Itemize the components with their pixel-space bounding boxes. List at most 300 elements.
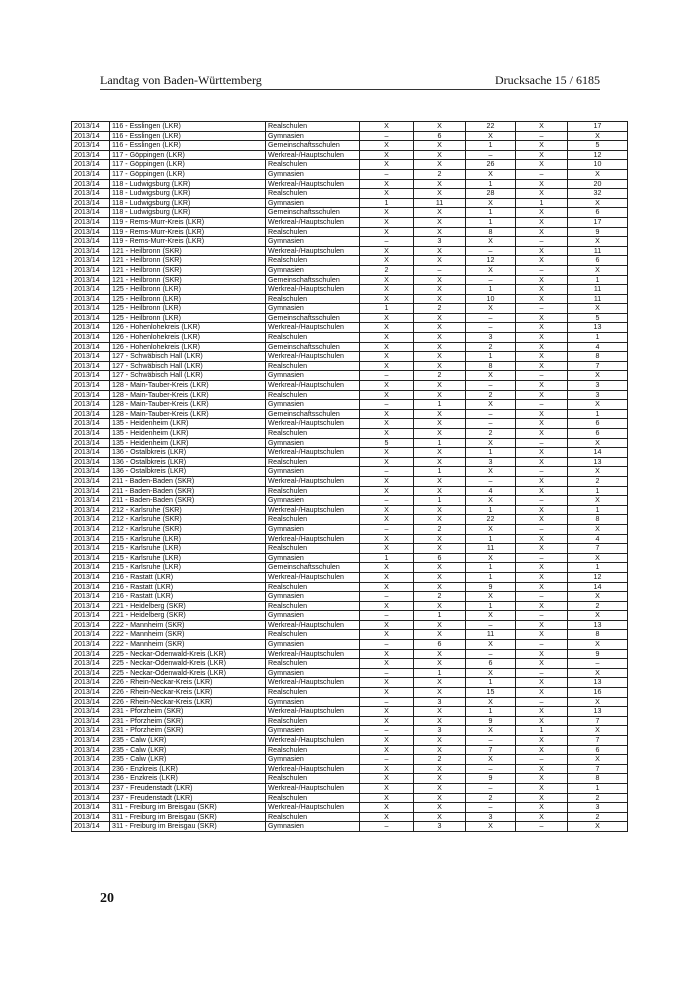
table-row — [72, 822, 628, 832]
value-cell-2: X — [414, 333, 466, 343]
value-cell-4: X — [516, 476, 568, 486]
value-cell-3: 26 — [466, 160, 516, 170]
value-cell-1: X — [360, 544, 414, 554]
table-row — [72, 793, 628, 803]
district-cell: 225 - Neckar-Odenwald-Kreis (LKR) — [110, 649, 266, 659]
value-cell-3: 9 — [466, 774, 516, 784]
school-year-cell: 2013/14 — [72, 582, 110, 592]
school-year-cell: 2013/14 — [72, 783, 110, 793]
table-row — [72, 457, 628, 467]
school-year-cell: 2013/14 — [72, 342, 110, 352]
district-cell: 127 - Schwäbisch Hall (LKR) — [110, 361, 266, 371]
value-cell-4: 1 — [516, 726, 568, 736]
value-cell-1: X — [360, 179, 414, 189]
value-cell-2: X — [414, 390, 466, 400]
value-cell-5: X — [568, 822, 628, 832]
value-cell-2: X — [414, 294, 466, 304]
district-cell: 119 - Rems-Murr-Kreis (LKR) — [110, 237, 266, 247]
value-cell-2: X — [414, 582, 466, 592]
value-cell-2: X — [414, 774, 466, 784]
school-year-cell: 2013/14 — [72, 313, 110, 323]
value-cell-5: 2 — [568, 793, 628, 803]
school-type-cell: Realschulen — [266, 812, 360, 822]
table-row — [72, 313, 628, 323]
value-cell-2: X — [414, 448, 466, 458]
value-cell-2: 1 — [414, 611, 466, 621]
school-type-cell: Gemeinschaftsschulen — [266, 141, 360, 151]
value-cell-2: X — [414, 313, 466, 323]
district-cell: 216 - Rastatt (LKR) — [110, 582, 266, 592]
value-cell-1: X — [360, 390, 414, 400]
value-cell-2: X — [414, 783, 466, 793]
value-cell-3: X — [466, 371, 516, 381]
value-cell-4: X — [516, 390, 568, 400]
table-row — [72, 429, 628, 439]
value-cell-3: X — [466, 611, 516, 621]
value-cell-4: X — [516, 764, 568, 774]
value-cell-1: 1 — [360, 304, 414, 314]
district-cell: 126 - Hohenlohekreis (LKR) — [110, 323, 266, 333]
table-row — [72, 764, 628, 774]
value-cell-3: X — [466, 592, 516, 602]
value-cell-4: – — [516, 496, 568, 506]
district-cell: 118 - Ludwigsburg (LKR) — [110, 198, 266, 208]
value-cell-2: 1 — [414, 496, 466, 506]
value-cell-2: X — [414, 812, 466, 822]
value-cell-4: X — [516, 217, 568, 227]
school-year-cell: 2013/14 — [72, 198, 110, 208]
table-row — [72, 688, 628, 698]
school-year-cell: 2013/14 — [72, 141, 110, 151]
table-row — [72, 524, 628, 534]
value-cell-3: 4 — [466, 486, 516, 496]
value-cell-1: – — [360, 400, 414, 410]
value-cell-5: X — [568, 553, 628, 563]
value-cell-4: X — [516, 649, 568, 659]
value-cell-4: X — [516, 630, 568, 640]
value-cell-1: – — [360, 496, 414, 506]
school-year-cell: 2013/14 — [72, 736, 110, 746]
value-cell-1: X — [360, 227, 414, 237]
school-year-cell: 2013/14 — [72, 601, 110, 611]
district-cell: 226 - Rhein-Neckar-Kreis (LKR) — [110, 688, 266, 698]
school-year-cell: 2013/14 — [72, 726, 110, 736]
school-year-cell: 2013/14 — [72, 352, 110, 362]
school-type-cell: Realschulen — [266, 256, 360, 266]
value-cell-4: – — [516, 611, 568, 621]
value-cell-5: 5 — [568, 141, 628, 151]
district-cell: 215 - Karlsruhe (LKR) — [110, 544, 266, 554]
school-year-cell: 2013/14 — [72, 534, 110, 544]
value-cell-2: X — [414, 544, 466, 554]
value-cell-4: X — [516, 448, 568, 458]
value-cell-1: X — [360, 678, 414, 688]
value-cell-4: X — [516, 208, 568, 218]
school-type-cell: Realschulen — [266, 774, 360, 784]
value-cell-4: X — [516, 227, 568, 237]
value-cell-4: X — [516, 688, 568, 698]
table-row — [72, 227, 628, 237]
table-row — [72, 208, 628, 218]
value-cell-5: 6 — [568, 256, 628, 266]
value-cell-4: X — [516, 572, 568, 582]
table-row — [72, 505, 628, 515]
value-cell-5: 6 — [568, 208, 628, 218]
school-type-cell: Werkreal-/Hauptschulen — [266, 476, 360, 486]
value-cell-1: X — [360, 352, 414, 362]
table-row — [72, 640, 628, 650]
table-row — [72, 333, 628, 343]
value-cell-4: – — [516, 822, 568, 832]
district-cell: 125 - Heilbronn (LKR) — [110, 313, 266, 323]
value-cell-4: X — [516, 803, 568, 813]
district-cell: 225 - Neckar-Odenwald-Kreis (LKR) — [110, 659, 266, 669]
value-cell-5: 4 — [568, 534, 628, 544]
value-cell-3: 22 — [466, 515, 516, 525]
table-row — [72, 352, 628, 362]
value-cell-3: 22 — [466, 122, 516, 132]
value-cell-2: X — [414, 189, 466, 199]
district-cell: 222 - Mannheim (SKR) — [110, 630, 266, 640]
value-cell-4: X — [516, 313, 568, 323]
value-cell-5: 3 — [568, 803, 628, 813]
value-cell-2: X — [414, 342, 466, 352]
value-cell-3: 1 — [466, 141, 516, 151]
school-type-cell: Realschulen — [266, 160, 360, 170]
value-cell-4: X — [516, 179, 568, 189]
value-cell-2: X — [414, 419, 466, 429]
school-type-cell: Gemeinschaftsschulen — [266, 409, 360, 419]
school-type-cell: Realschulen — [266, 659, 360, 669]
value-cell-2: X — [414, 457, 466, 467]
value-cell-1: – — [360, 611, 414, 621]
value-cell-2: X — [414, 208, 466, 218]
value-cell-3: X — [466, 400, 516, 410]
value-cell-2: X — [414, 486, 466, 496]
table-row — [72, 534, 628, 544]
school-year-cell: 2013/14 — [72, 764, 110, 774]
school-year-cell: 2013/14 — [72, 333, 110, 343]
value-cell-2: 2 — [414, 304, 466, 314]
value-cell-5: X — [568, 524, 628, 534]
school-type-cell: Gymnasien — [266, 131, 360, 141]
school-year-cell: 2013/14 — [72, 755, 110, 765]
value-cell-2: 2 — [414, 169, 466, 179]
value-cell-2: X — [414, 678, 466, 688]
district-cell: 135 - Heidenheim (LKR) — [110, 419, 266, 429]
value-cell-5: X — [568, 640, 628, 650]
value-cell-3: – — [466, 620, 516, 630]
school-year-cell: 2013/14 — [72, 304, 110, 314]
school-year-cell: 2013/14 — [72, 429, 110, 439]
value-cell-2: 11 — [414, 198, 466, 208]
school-year-cell: 2013/14 — [72, 640, 110, 650]
district-cell: 125 - Heilbronn (LKR) — [110, 285, 266, 295]
school-year-cell: 2013/14 — [72, 745, 110, 755]
value-cell-1: X — [360, 812, 414, 822]
district-cell: 235 - Calw (LKR) — [110, 736, 266, 746]
district-cell: 222 - Mannheim (SKR) — [110, 640, 266, 650]
school-type-cell: Gymnasien — [266, 822, 360, 832]
value-cell-4: X — [516, 352, 568, 362]
value-cell-2: X — [414, 381, 466, 391]
value-cell-3: 2 — [466, 793, 516, 803]
school-type-cell: Gymnasien — [266, 400, 360, 410]
value-cell-1: X — [360, 361, 414, 371]
school-type-cell: Werkreal-/Hauptschulen — [266, 150, 360, 160]
value-cell-4: – — [516, 400, 568, 410]
value-cell-2: X — [414, 179, 466, 189]
value-cell-4: – — [516, 592, 568, 602]
value-cell-4: 1 — [516, 198, 568, 208]
value-cell-4: – — [516, 131, 568, 141]
district-cell: 118 - Ludwigsburg (LKR) — [110, 208, 266, 218]
value-cell-5: 17 — [568, 217, 628, 227]
value-cell-2: 3 — [414, 726, 466, 736]
value-cell-5: 13 — [568, 678, 628, 688]
school-year-cell: 2013/14 — [72, 381, 110, 391]
value-cell-4: – — [516, 755, 568, 765]
district-cell: 121 - Heilbronn (SKR) — [110, 246, 266, 256]
value-cell-3: 3 — [466, 812, 516, 822]
school-year-cell: 2013/14 — [72, 256, 110, 266]
school-type-cell: Werkreal-/Hauptschulen — [266, 285, 360, 295]
value-cell-1: X — [360, 275, 414, 285]
value-cell-1: X — [360, 409, 414, 419]
value-cell-1: X — [360, 429, 414, 439]
value-cell-4: – — [516, 668, 568, 678]
school-type-cell: Gymnasien — [266, 237, 360, 247]
table-row — [72, 285, 628, 295]
value-cell-4: – — [516, 697, 568, 707]
value-cell-2: X — [414, 659, 466, 669]
table-row — [72, 496, 628, 506]
table-row — [72, 361, 628, 371]
value-cell-2: 6 — [414, 131, 466, 141]
value-cell-5: 1 — [568, 275, 628, 285]
district-cell: 226 - Rhein-Neckar-Kreis (LKR) — [110, 678, 266, 688]
value-cell-3: 11 — [466, 544, 516, 554]
value-cell-3: – — [466, 764, 516, 774]
value-cell-1: X — [360, 256, 414, 266]
school-type-cell: Gymnasien — [266, 265, 360, 275]
value-cell-5: X — [568, 592, 628, 602]
table-row — [72, 371, 628, 381]
table-row — [72, 736, 628, 746]
school-type-cell: Gymnasien — [266, 553, 360, 563]
school-year-cell: 2013/14 — [72, 649, 110, 659]
school-type-cell: Realschulen — [266, 486, 360, 496]
table-row — [72, 122, 628, 132]
table-row — [72, 745, 628, 755]
value-cell-1: 1 — [360, 553, 414, 563]
school-type-cell: Werkreal-/Hauptschulen — [266, 534, 360, 544]
value-cell-3: – — [466, 803, 516, 813]
school-type-cell: Realschulen — [266, 361, 360, 371]
district-cell: 226 - Rhein-Neckar-Kreis (LKR) — [110, 697, 266, 707]
value-cell-1: – — [360, 524, 414, 534]
value-cell-3: 1 — [466, 208, 516, 218]
value-cell-3: X — [466, 697, 516, 707]
district-cell: 118 - Ludwigsburg (LKR) — [110, 189, 266, 199]
school-type-cell: Realschulen — [266, 390, 360, 400]
table-row — [72, 812, 628, 822]
value-cell-1: X — [360, 582, 414, 592]
value-cell-4: X — [516, 141, 568, 151]
district-cell: 136 - Ostalbkreis (LKR) — [110, 448, 266, 458]
value-cell-4: X — [516, 505, 568, 515]
school-year-cell: 2013/14 — [72, 169, 110, 179]
table-row — [72, 678, 628, 688]
value-cell-2: 1 — [414, 467, 466, 477]
table-row — [72, 592, 628, 602]
school-year-cell: 2013/14 — [72, 246, 110, 256]
value-cell-2: 1 — [414, 400, 466, 410]
value-cell-1: X — [360, 572, 414, 582]
school-year-cell: 2013/14 — [72, 179, 110, 189]
district-cell: 216 - Rastatt (LKR) — [110, 572, 266, 582]
value-cell-4: X — [516, 256, 568, 266]
district-cell: 117 - Göppingen (LKR) — [110, 160, 266, 170]
district-cell: 128 - Main-Tauber-Kreis (LKR) — [110, 400, 266, 410]
value-cell-4: X — [516, 381, 568, 391]
school-year-cell: 2013/14 — [72, 803, 110, 813]
value-cell-5: 1 — [568, 409, 628, 419]
school-type-cell: Gymnasien — [266, 592, 360, 602]
table-row — [72, 515, 628, 525]
district-cell: 127 - Schwäbisch Hall (LKR) — [110, 352, 266, 362]
value-cell-2: 2 — [414, 371, 466, 381]
school-year-cell: 2013/14 — [72, 822, 110, 832]
value-cell-5: X — [568, 265, 628, 275]
district-cell: 128 - Main-Tauber-Kreis (LKR) — [110, 390, 266, 400]
value-cell-5: X — [568, 611, 628, 621]
school-type-cell: Werkreal-/Hauptschulen — [266, 381, 360, 391]
value-cell-4: X — [516, 812, 568, 822]
value-cell-1: X — [360, 246, 414, 256]
value-cell-4: X — [516, 342, 568, 352]
table-row — [72, 438, 628, 448]
district-cell: 136 - Ostalbkreis (LKR) — [110, 467, 266, 477]
value-cell-1: X — [360, 381, 414, 391]
header-rule — [100, 89, 600, 90]
school-type-cell: Realschulen — [266, 429, 360, 439]
school-year-cell: 2013/14 — [72, 496, 110, 506]
value-cell-1: – — [360, 822, 414, 832]
school-type-cell: Realschulen — [266, 544, 360, 554]
value-cell-2: X — [414, 649, 466, 659]
value-cell-3: 11 — [466, 630, 516, 640]
table-row — [72, 611, 628, 621]
value-cell-2: X — [414, 793, 466, 803]
value-cell-3: 9 — [466, 716, 516, 726]
value-cell-4: X — [516, 486, 568, 496]
value-cell-2: X — [414, 620, 466, 630]
value-cell-1: – — [360, 640, 414, 650]
value-cell-4: X — [516, 515, 568, 525]
value-cell-1: X — [360, 217, 414, 227]
table-row — [72, 476, 628, 486]
district-cell: 121 - Heilbronn (SKR) — [110, 265, 266, 275]
table-row — [72, 189, 628, 199]
value-cell-4: X — [516, 582, 568, 592]
value-cell-2: X — [414, 246, 466, 256]
district-cell: 231 - Pforzheim (SKR) — [110, 707, 266, 717]
value-cell-3: 1 — [466, 601, 516, 611]
value-cell-5: 12 — [568, 572, 628, 582]
value-cell-4: – — [516, 371, 568, 381]
value-cell-4: X — [516, 361, 568, 371]
value-cell-3: X — [466, 553, 516, 563]
value-cell-5: 2 — [568, 812, 628, 822]
table-row — [72, 726, 628, 736]
school-year-cell: 2013/14 — [72, 265, 110, 275]
value-cell-5: 8 — [568, 630, 628, 640]
school-year-cell: 2013/14 — [72, 553, 110, 563]
table-row — [72, 582, 628, 592]
school-year-cell: 2013/14 — [72, 323, 110, 333]
table-row — [72, 275, 628, 285]
value-cell-3: 1 — [466, 352, 516, 362]
value-cell-1: X — [360, 745, 414, 755]
value-cell-3: – — [466, 313, 516, 323]
value-cell-4: X — [516, 774, 568, 784]
school-year-cell: 2013/14 — [72, 592, 110, 602]
district-cell: 117 - Göppingen (LKR) — [110, 169, 266, 179]
value-cell-3: – — [466, 783, 516, 793]
value-cell-3: 1 — [466, 285, 516, 295]
value-cell-5: 7 — [568, 764, 628, 774]
value-cell-3: X — [466, 237, 516, 247]
value-cell-3: – — [466, 476, 516, 486]
value-cell-5: 6 — [568, 419, 628, 429]
value-cell-1: X — [360, 764, 414, 774]
value-cell-4: – — [516, 467, 568, 477]
value-cell-5: 8 — [568, 774, 628, 784]
district-cell: 125 - Heilbronn (LKR) — [110, 304, 266, 314]
school-type-cell: Gymnasien — [266, 726, 360, 736]
district-cell: 117 - Göppingen (LKR) — [110, 150, 266, 160]
value-cell-1: X — [360, 476, 414, 486]
table-row — [72, 198, 628, 208]
value-cell-2: X — [414, 601, 466, 611]
district-cell: 236 - Enzkreis (LKR) — [110, 774, 266, 784]
value-cell-4: – — [516, 438, 568, 448]
school-type-cell: Werkreal-/Hauptschulen — [266, 678, 360, 688]
district-cell: 135 - Heidenheim (LKR) — [110, 438, 266, 448]
value-cell-2: 6 — [414, 553, 466, 563]
value-cell-1: 1 — [360, 198, 414, 208]
value-cell-2: X — [414, 563, 466, 573]
value-cell-5: 5 — [568, 313, 628, 323]
value-cell-1: X — [360, 630, 414, 640]
district-cell: 118 - Ludwigsburg (LKR) — [110, 179, 266, 189]
value-cell-2: X — [414, 429, 466, 439]
value-cell-3: 1 — [466, 448, 516, 458]
value-cell-2: X — [414, 764, 466, 774]
table-row — [72, 668, 628, 678]
value-cell-5: 12 — [568, 150, 628, 160]
value-cell-1: X — [360, 448, 414, 458]
district-cell: 212 - Karlsruhe (SKR) — [110, 524, 266, 534]
school-year-cell: 2013/14 — [72, 793, 110, 803]
value-cell-3: X — [466, 198, 516, 208]
value-cell-4: X — [516, 534, 568, 544]
value-cell-3: X — [466, 304, 516, 314]
value-cell-5: X — [568, 726, 628, 736]
value-cell-1: X — [360, 707, 414, 717]
school-year-cell: 2013/14 — [72, 237, 110, 247]
